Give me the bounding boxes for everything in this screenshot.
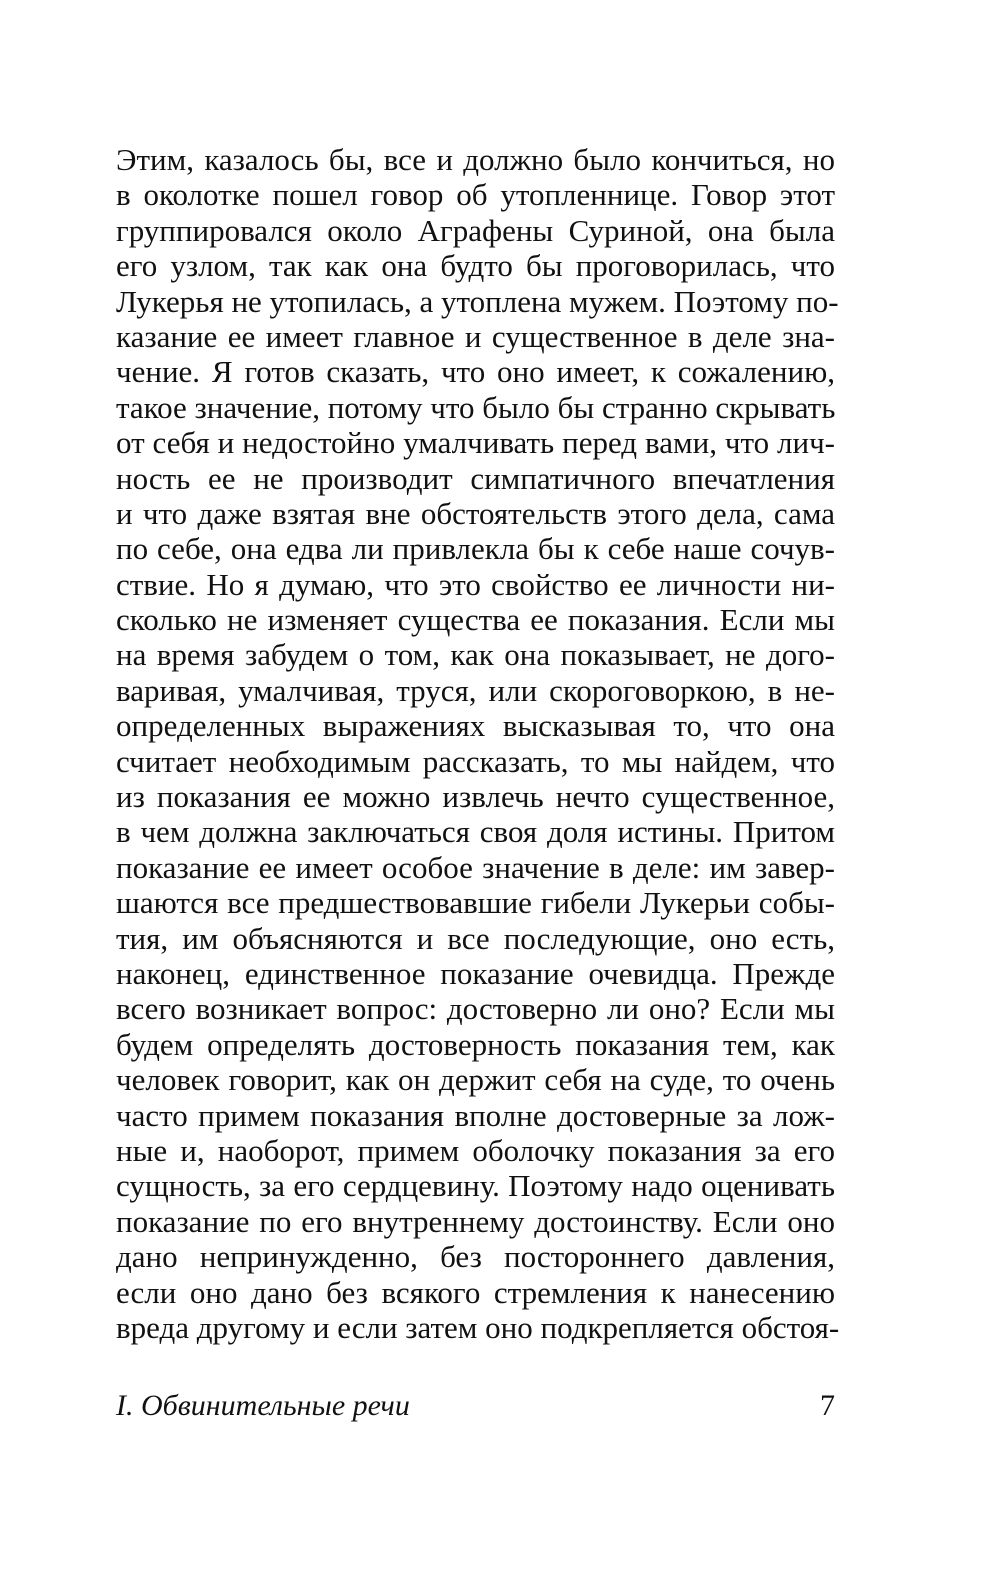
text-line: чение. Я готов сказать, что оно имеет, к сожалению,	[116, 354, 835, 390]
text-line: вреда другому и если затем оно подкрепляется обстоя-	[116, 1309, 840, 1345]
text-line: показание по его внутреннему достоинству. Если оно	[116, 1203, 835, 1239]
text-line: варивая, умалчивая, труся, или скороговоркою, в не-	[116, 672, 835, 708]
text-line: от себя и недостойно умалчивать перед вами, что лич-	[116, 425, 835, 461]
text-line: и что даже взятая вне обстоятельств этого дела, сама	[116, 495, 835, 531]
text-line: в чем должна заключаться своя доля истины. Притом	[116, 814, 835, 850]
text-line: ствие. Но я думаю, что это свойство ее личности ни-	[116, 566, 835, 602]
text-line: ные и, наоборот, примем оболочку показания за его	[116, 1132, 835, 1168]
text-line: Этим, казалось бы, все и должно было кончиться, но	[116, 142, 835, 177]
text-line: ность ее не производит симпатичного впечатления	[116, 460, 835, 496]
text-line: по себе, она едва ли привлекла бы к себе наше сочув-	[116, 531, 835, 567]
text-line: группировался около Аграфены Суриной, она была	[116, 212, 835, 248]
text-line: показание ее имеет особое значение в деле: им завер-	[116, 849, 835, 885]
running-section-title: I. Обвинительные речи	[116, 1389, 410, 1422]
text-line: часто примем показания вполне достоверные за лож-	[116, 1097, 835, 1133]
page-footer	[116, 1389, 835, 1429]
text-line: тия, им объясняются и все последующие, оно есть,	[116, 920, 835, 956]
body-text	[116, 142, 840, 1345]
text-line: сущность, за его сердцевину. Поэтому надо оценивать	[116, 1168, 835, 1204]
text-line: считает необходимым рассказать, то мы найдем, что	[116, 743, 835, 779]
page-number: 7	[820, 1389, 835, 1422]
text-line: Лукерья не утопилась, а утоплена мужем. Поэтому по-	[116, 283, 839, 319]
text-line: если оно дано без всякого стремления к нанесению	[116, 1274, 835, 1310]
text-line: его узлом, так как она будто бы проговорилась, что	[116, 248, 835, 284]
text-line: всего возникает вопрос: достоверно ли оно? Если мы	[116, 991, 835, 1027]
text-line: в околотке пошел говор об утопленнице. Говор этот	[116, 177, 835, 213]
text-line: определенных выражениях высказывая то, что она	[116, 708, 835, 744]
text-line: такое значение, потому что было бы странно скрывать	[116, 389, 836, 425]
text-line: из показания ее можно извлечь нечто существенное,	[116, 779, 835, 815]
text-line: будем определять достоверность показания тем, как	[116, 1026, 835, 1062]
text-line: сколько не изменяет существа ее показания. Если мы	[116, 602, 835, 638]
text-line: шаются все предшествовавшие гибели Лукерьи собы-	[116, 885, 835, 921]
text-line: казание ее имеет главное и существенное в деле зна-	[116, 318, 835, 354]
text-line: на время забудем о том, как она показывает, не дого-	[116, 637, 835, 673]
text-line: дано непринужденно, без постороннего давления,	[116, 1239, 835, 1275]
text-line: наконец, единственное показание очевидца. Прежде	[116, 955, 835, 991]
text-line: человек говорит, как он держит себя на суде, то очень	[116, 1062, 835, 1098]
